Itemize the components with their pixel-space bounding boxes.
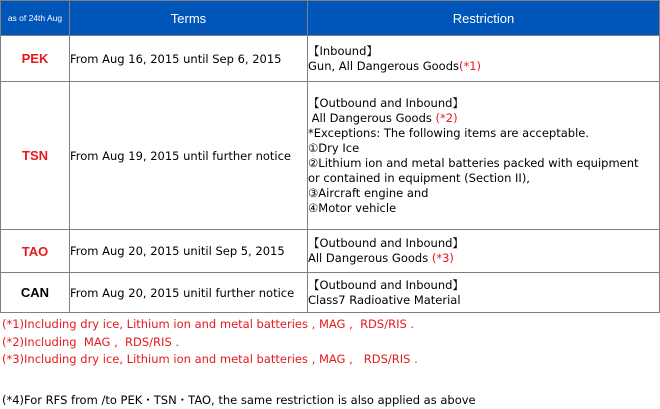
footnote-4: (*4)For RFS from /to PEK・TSN・TAO, the same restriction is also applied as above [2, 392, 476, 409]
table-row-tsn [1, 82, 660, 230]
terms-header: Terms [70, 1, 308, 36]
term-can: From Aug 20, 2015 unitil further notice [70, 273, 308, 313]
exception-item: ①Dry Ice [308, 141, 659, 156]
footnote-3: (*3)Including dry ice, Lithium ion and metal batteries , MAG , RDS/RIS . [2, 351, 476, 369]
table-row-pek [1, 36, 660, 82]
restriction-tsn [308, 82, 660, 230]
term-tsn: From Aug 19, 2015 until further notice [70, 82, 308, 230]
restriction-title: 【Inbound】 [308, 44, 659, 59]
note-ref-2: (*2) [436, 111, 458, 125]
restriction-title: 【Outbound and Inbound】 [308, 278, 659, 293]
table-row-can [1, 273, 660, 313]
airport-code-tsn: TSN [1, 82, 70, 230]
footnotes [2, 316, 476, 409]
exception-item: or contained in equipment (Section II), [308, 171, 659, 186]
term-pek: From Aug 16, 2015 until Sep 6, 2015 [70, 36, 308, 82]
restriction-pek [308, 36, 660, 82]
header-row [1, 1, 660, 36]
restriction-header: Restriction [308, 1, 660, 36]
restriction-can [308, 273, 660, 313]
exceptions-text: *Exceptions: The following items are acceptable. [308, 126, 659, 141]
restriction-title: 【Outbound and Inbound】 [308, 236, 659, 251]
airport-code-pek: PEK [1, 36, 70, 82]
footnote-1: (*1)Including dry ice, Lithium ion and metal batteries , MAG , RDS/RIS . [2, 316, 476, 334]
restriction-goods: All Dangerous Goods [308, 111, 436, 125]
exception-item: ②Lithium ion and metal batteries packed with equipment [308, 156, 659, 171]
exception-item: ③Aircraft engine and [308, 186, 659, 201]
exception-item: ④Motor vehicle [308, 201, 659, 216]
restriction-goods: Gun, All Dangerous Goods [308, 59, 459, 73]
note-ref-3: (*3) [432, 251, 454, 265]
restriction-goods: Class7 Radioative Material [308, 293, 659, 308]
airport-code-can: CAN [1, 273, 70, 313]
restriction-goods: All Dangerous Goods [308, 251, 432, 265]
note-ref-1: (*1) [459, 59, 481, 73]
restriction-title: 【Outbound and Inbound】 [308, 96, 659, 111]
term-tao: From Aug 20, 2015 unitil Sep 5, 2015 [70, 230, 308, 273]
restriction-tao [308, 230, 660, 273]
footnote-2: (*2)Including MAG , RDS/RIS . [2, 334, 476, 352]
table-row-tao [1, 230, 660, 273]
as-of-header: as of 24th Aug [1, 1, 70, 36]
airport-code-tao: TAO [1, 230, 70, 273]
